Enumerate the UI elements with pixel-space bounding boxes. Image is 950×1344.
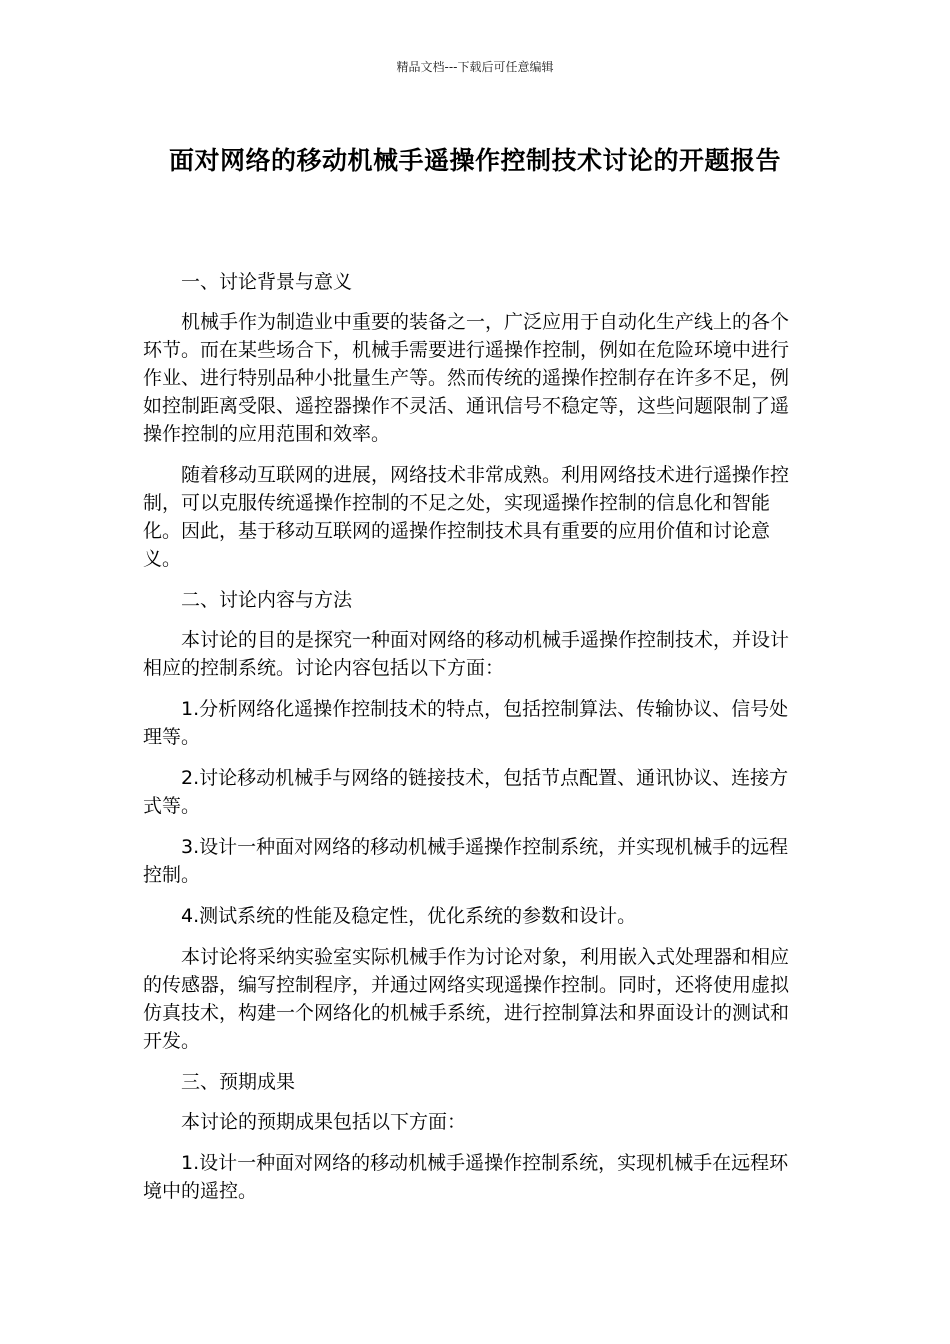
paragraph: 机械手作为制造业中重要的装备之一，广泛应用于自动化生产线上的各个环节。而在某些场合下，机械手需要进行遥操作控制，例如在危险环境中进行作业、进行特别品种小批量生产等。然而传统的遥操作控制存在许多不足，例如控制距离受限、遥控器操作不灵活、通讯信号不稳定等，这些问题限制了遥操作控制的应用范围和效率。 (143, 311, 790, 445)
list-item: 3.设计一种面对网络的移动机械手遥操作控制系统，并实现机械手的远程控制。 (143, 836, 789, 886)
paragraph: 本讨论将采纳实验室实际机械手作为讨论对象，利用嵌入式处理器和相应的传感器，编写控制程序，并通过网络实现遥操作控制。同时，还将使用虚拟仿真技术，构建一个网络化的机械手系统，进行控制算法和界面设计的测试和开发。 (143, 946, 790, 1052)
header-note: 精品文档---下载后可任意编辑 (396, 60, 554, 74)
section-heading: 一、讨论背景与意义 (181, 271, 353, 293)
list-item: 1.分析网络化遥操作控制技术的特点，包括控制算法、传输协议、信号处理等。 (143, 698, 789, 748)
section-heading: 二、讨论内容与方法 (181, 589, 353, 611)
section-heading: 三、预期成果 (181, 1071, 296, 1093)
paragraph: 本讨论的预期成果包括以下方面： (181, 1111, 467, 1133)
paragraph: 随着移动互联网的进展，网络技术非常成熟。利用网络技术进行遥操作控制，可以克服传统遥操作控制的不足之处，实现遥操作控制的信息化和智能化。因此，基于移动互联网的遥操作控制技术具有重要的应用价值和讨论意义。 (143, 464, 790, 570)
document-title: 面对网络的移动机械手遥操作控制技术讨论的开题报告 (168, 146, 781, 175)
list-item: 1.设计一种面对网络的移动机械手遥操作控制系统，实现机械手在远程环境中的遥控。 (143, 1152, 789, 1202)
list-item: 4.测试系统的性能及稳定性，优化系统的参数和设计。 (181, 905, 637, 927)
document-body (143, 268, 793, 1218)
list-item: 2.讨论移动机械手与网络的链接技术，包括节点配置、通讯协议、连接方式等。 (143, 767, 789, 817)
paragraph: 本讨论的目的是探究一种面对网络的移动机械手遥操作控制技术，并设计相应的控制系统。讨论内容包括以下方面： (143, 629, 790, 679)
